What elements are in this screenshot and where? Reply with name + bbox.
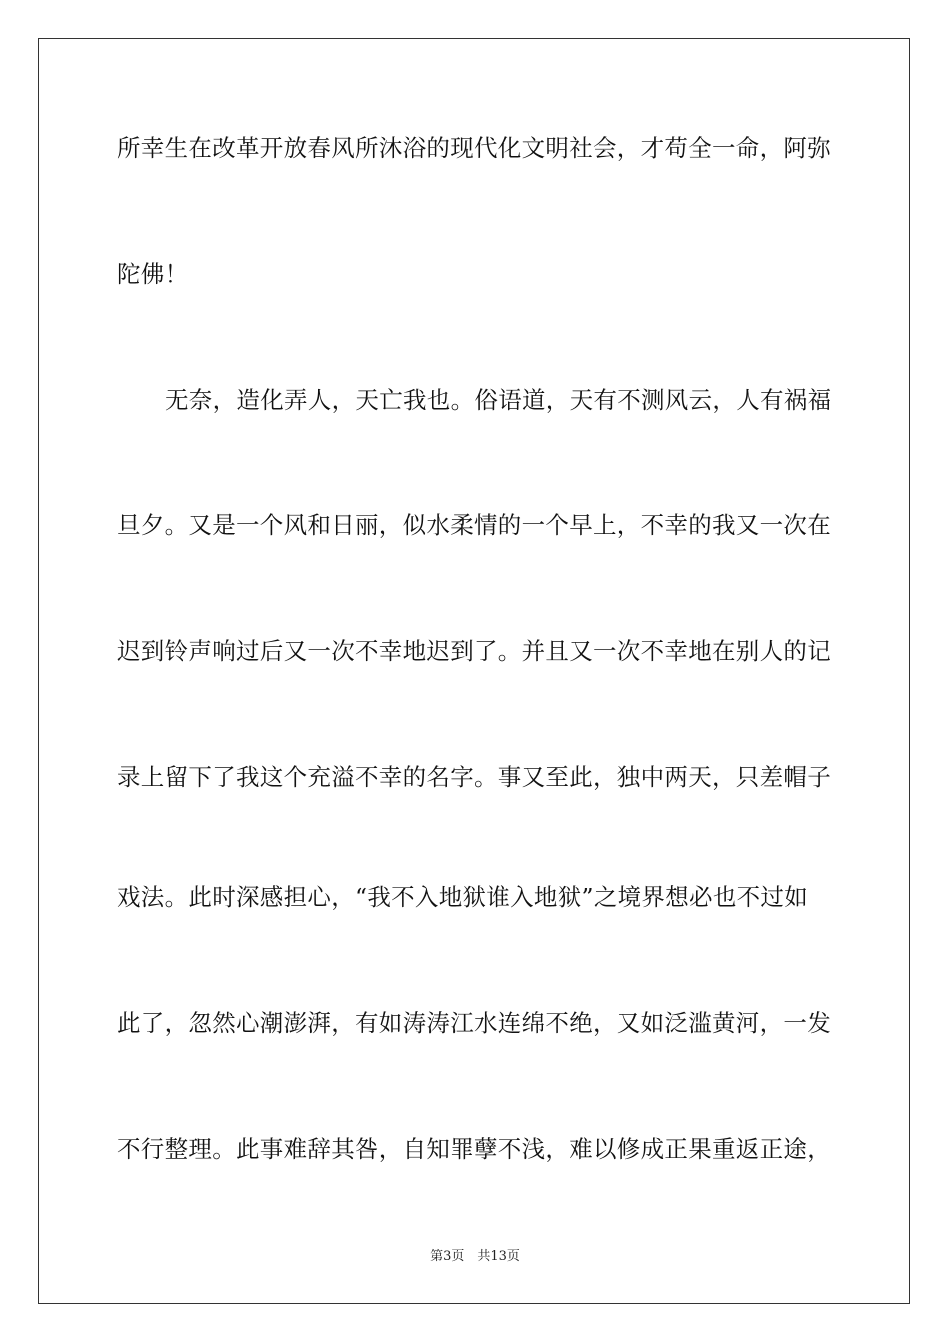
text-line-4: 旦夕。又是一个风和日丽，似水柔情的一个早上，不幸的我又一次在 bbox=[117, 511, 831, 539]
page-frame bbox=[38, 38, 910, 1304]
text-line-1: 所幸生在改革开放春风所沐浴的现代化文明社会，才苟全一命，阿弥 bbox=[117, 134, 831, 162]
text-line-5: 迟到铃声响过后又一次不幸地迟到了。并且又一次不幸地在别人的记 bbox=[117, 637, 831, 665]
page-number-footer: 第3页 共13页 bbox=[430, 1249, 520, 1264]
text-line-9: 不行整理。此事难辞其咎，自知罪孽不浅，难以修成正果重返正途， bbox=[117, 1135, 831, 1163]
text-line-6: 录上留下了我这个充溢不幸的名字。事又至此，独中两天，只差帽子 bbox=[117, 763, 831, 791]
text-line-7: 戏法。此时深感担心，“我不入地狱谁入地狱”之境界想必也不过如 bbox=[117, 883, 809, 911]
text-line-2: 陀佛！ bbox=[117, 260, 189, 288]
text-line-8: 此了，忽然心潮澎湃，有如涛涛江水连绵不绝，又如泛滥黄河，一发 bbox=[117, 1009, 831, 1037]
text-line-3: 无奈，造化弄人，天亡我也。俗语道，天有不测风云，人有祸福 bbox=[165, 386, 832, 414]
